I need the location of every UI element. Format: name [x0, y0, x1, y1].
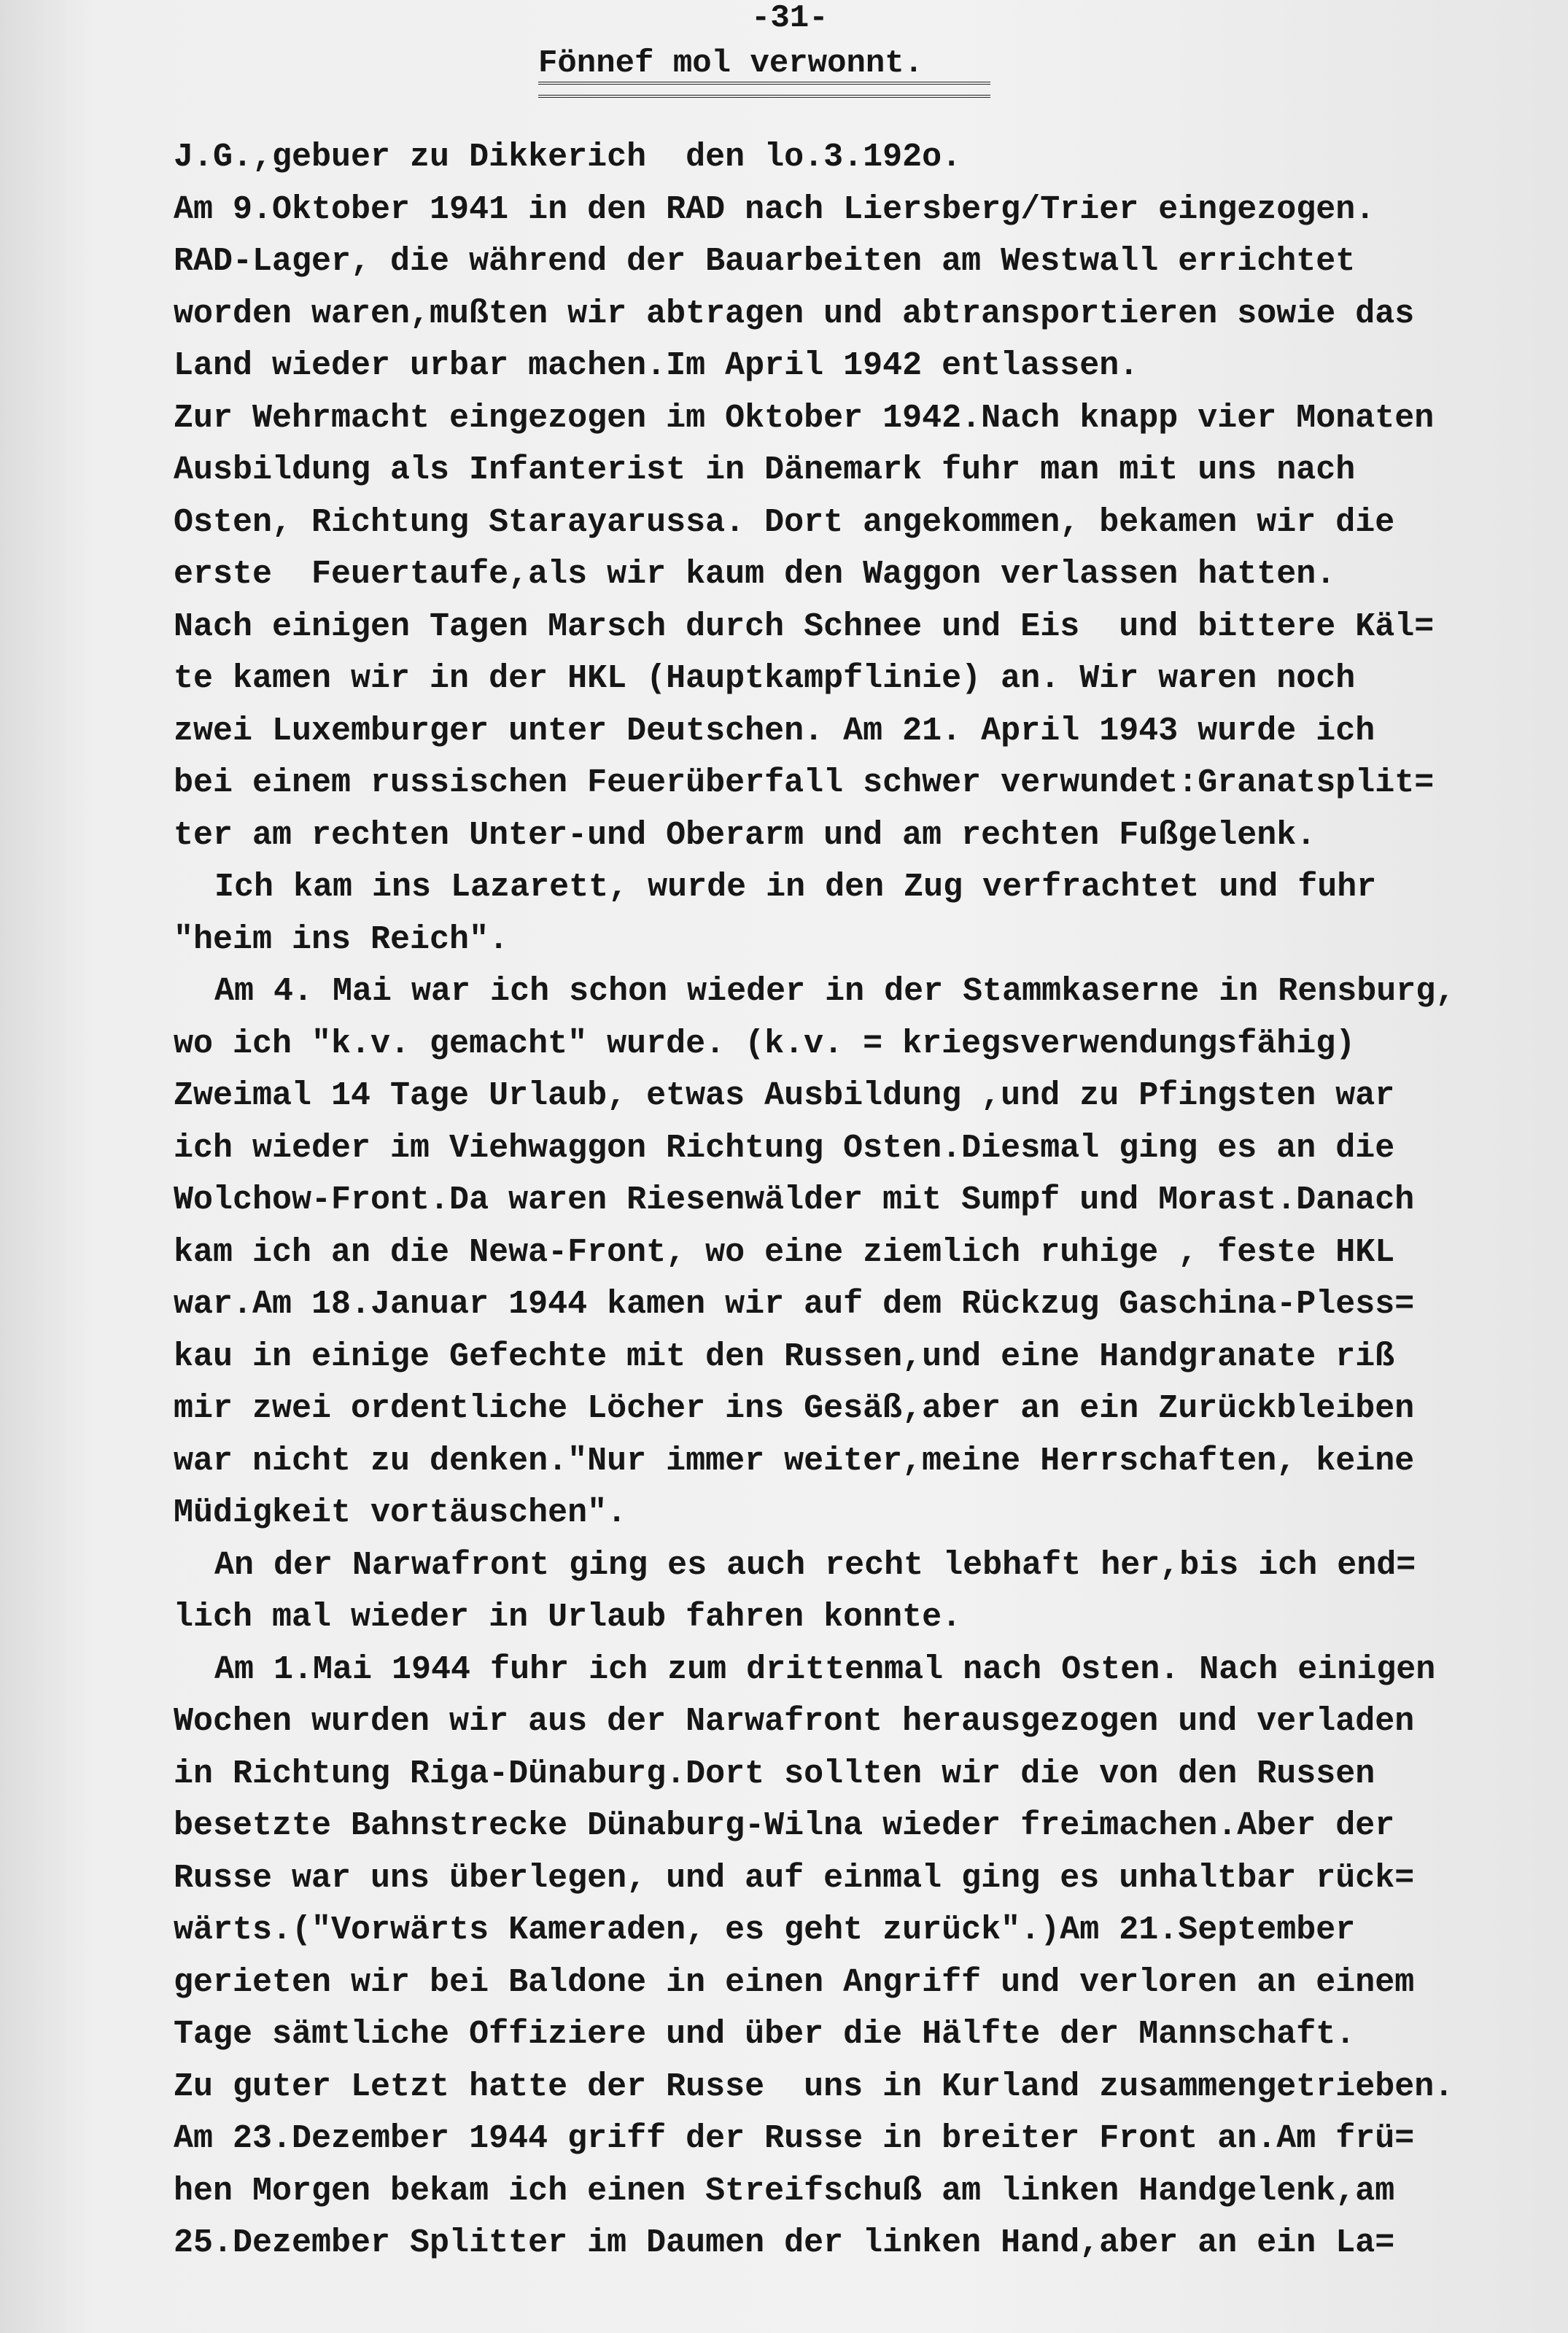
text-line: An der Narwafront ging es auch recht lebhaft her,bis ich end= [214, 1546, 1416, 1584]
text-line: in Richtung Riga-Dünaburg.Dort sollten wir die von den Russen [174, 1755, 1375, 1793]
text-line: Am 23.Dezember 1944 griff der Russe in breiter Front an.Am frü= [174, 2120, 1415, 2157]
text-line: Zu guter Letzt hatte der Russe uns in Kurland zusammengetrieben. [174, 2068, 1454, 2105]
text-line: besetzte Bahnstrecke Dünaburg-Wilna wieder freimachen.Aber der [174, 1807, 1395, 1844]
text-line: RAD-Lager, die während der Bauarbeiten am Westwall errichtet [174, 243, 1356, 280]
text-line: Ausbildung als Infanterist in Dänemark fuhr man mit uns nach [174, 451, 1356, 489]
text-line: Land wieder urbar machen.Im April 1942 entlassen. [174, 347, 1139, 384]
text-line: Wochen wurden wir aus der Narwafront herausgezogen und verladen [174, 1703, 1415, 1740]
text-line: J.G.,gebuer zu Dikkerich den lo.3.192o. [174, 139, 962, 176]
title-double-underline [538, 82, 990, 98]
text-line: war.Am 18.Januar 1944 kamen wir auf dem Rückzug Gaschina-Pless= [174, 1286, 1415, 1323]
text-line: Müdigkeit vortäuschen". [174, 1494, 627, 1532]
text-line: Am 4. Mai war ich schon wieder in der Stammkaserne in Rensburg, [214, 973, 1456, 1010]
text-line: Wolchow-Front.Da waren Riesenwälder mit Sumpf und Morast.Danach [174, 1181, 1415, 1219]
text-line: "heim ins Reich". [174, 920, 509, 958]
text-line: ich wieder im Viehwaggon Richtung Osten.Diesmal ging es an die [174, 1129, 1395, 1167]
text-line: bei einem russischen Feuerüberfall schwer verwundet:Granatsplit= [174, 764, 1435, 801]
text-line: kau in einige Gefechte mit den Russen,und eine Handgranate riß [174, 1338, 1395, 1375]
text-line: Tage sämtliche Offiziere und über die Hälfte der Mannschaft. [174, 2016, 1356, 2053]
text-line: Am 9.Oktober 1941 in den RAD nach Liersberg/Trier eingezogen. [174, 190, 1375, 228]
text-line: wärts.("Vorwärts Kameraden, es geht zurück".)Am 21.September [174, 1911, 1356, 1949]
text-line: Zur Wehrmacht eingezogen im Oktober 1942.Nach knapp vier Monaten [174, 399, 1435, 437]
text-line: zwei Luxemburger unter Deutschen. Am 21. April 1943 wurde ich [174, 712, 1375, 750]
text-line: wo ich "k.v. gemacht" wurde. (k.v. = kriegsverwendungsfähig) [174, 1025, 1356, 1063]
text-line: Osten, Richtung Starayarussa. Dort angekommen, bekamen wir die [174, 503, 1395, 541]
text-line: war nicht zu denken."Nur immer weiter,meine Herrschaften, keine [174, 1442, 1415, 1480]
document-title: Fönnef mol verwonnt. [538, 45, 924, 82]
text-line: kam ich an die Newa-Front, wo eine ziemlich ruhige , feste HKL [174, 1233, 1395, 1271]
text-line: te kamen wir in der HKL (Hauptkampflinie) an. Wir waren noch [174, 660, 1356, 697]
page-number: -31- [751, 0, 828, 36]
text-line: erste Feuertaufe,als wir kaum den Waggon verlassen hatten. [174, 556, 1336, 593]
text-line: gerieten wir bei Baldone in einen Angriff und verloren an einem [174, 1963, 1415, 2001]
text-line: hen Morgen bekam ich einen Streifschuß am linken Handgelenk,am [174, 2172, 1395, 2210]
text-line: 25.Dezember Splitter im Daumen der linken Hand,aber an ein La= [174, 2224, 1395, 2262]
text-line: lich mal wieder in Urlaub fahren konnte. [174, 1599, 962, 1636]
document-body [174, 131, 1486, 2270]
text-line: Ich kam ins Lazarett, wurde in den Zug verfrachtet und fuhr [214, 869, 1377, 906]
text-line: ter am rechten Unter-und Oberarm und am rechten Fußgelenk. [174, 816, 1316, 854]
text-line: Am 1.Mai 1944 fuhr ich zum drittenmal nach Osten. Nach einigen [214, 1650, 1436, 1688]
text-line: Nach einigen Tagen Marsch durch Schnee und Eis und bittere Käl= [174, 607, 1435, 645]
text-line: mir zwei ordentliche Löcher ins Gesäß,aber an ein Zurückbleiben [174, 1390, 1415, 1427]
text-line: Zweimal 14 Tage Urlaub, etwas Ausbildung ,und zu Pfingsten war [174, 1077, 1395, 1114]
text-line: Russe war uns überlegen, und auf einmal ging es unhaltbar rück= [174, 1859, 1415, 1897]
text-line: worden waren,mußten wir abtragen und abtransportieren sowie das [174, 295, 1415, 333]
